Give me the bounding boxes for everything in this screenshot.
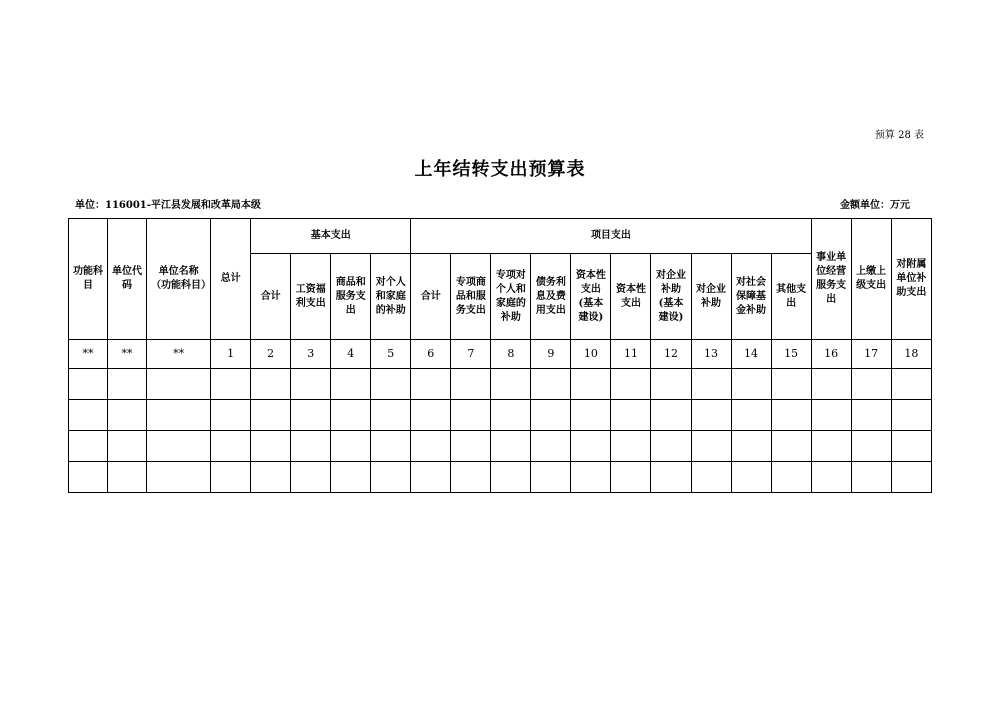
table-cell bbox=[691, 462, 731, 493]
table-cell bbox=[771, 400, 811, 431]
table-cell bbox=[371, 462, 411, 493]
table-cell bbox=[69, 431, 108, 462]
table-cell bbox=[211, 369, 251, 400]
table-cell bbox=[69, 400, 108, 431]
table-cell bbox=[371, 431, 411, 462]
table-cell bbox=[411, 431, 451, 462]
table-cell bbox=[571, 462, 611, 493]
index-cell: 11 bbox=[611, 340, 651, 369]
table-cell bbox=[531, 462, 571, 493]
index-row bbox=[69, 340, 932, 369]
index-cell: 17 bbox=[851, 340, 891, 369]
table-cell bbox=[851, 462, 891, 493]
index-cell: 7 bbox=[451, 340, 491, 369]
table-cell bbox=[211, 462, 251, 493]
table-cell bbox=[571, 431, 611, 462]
table-cell bbox=[451, 369, 491, 400]
table-cell bbox=[291, 400, 331, 431]
table-cell bbox=[108, 431, 147, 462]
header-remit-expense: 上缴上级支出 bbox=[851, 219, 891, 340]
table-cell bbox=[411, 400, 451, 431]
budget-table bbox=[68, 218, 932, 493]
table-cell bbox=[251, 431, 291, 462]
index-cell: ** bbox=[147, 340, 211, 369]
table-cell bbox=[891, 462, 931, 493]
table-cell bbox=[691, 431, 731, 462]
table-cell bbox=[291, 431, 331, 462]
table-cell bbox=[851, 431, 891, 462]
table-cell bbox=[491, 369, 531, 400]
index-cell: 18 bbox=[891, 340, 931, 369]
table-cell bbox=[851, 369, 891, 400]
table-cell bbox=[771, 431, 811, 462]
header-project-capital: 资本性支出 bbox=[611, 254, 651, 340]
unit-label: 单位：116001-平江县发展和改革局本级 bbox=[75, 200, 261, 211]
table-cell bbox=[491, 431, 531, 462]
table-cell bbox=[331, 462, 371, 493]
table-cell bbox=[147, 369, 211, 400]
table-cell bbox=[771, 462, 811, 493]
empty-rows bbox=[69, 369, 932, 493]
table-cell bbox=[891, 400, 931, 431]
index-cell: 2 bbox=[251, 340, 291, 369]
index-cell: 8 bbox=[491, 340, 531, 369]
table-cell bbox=[411, 369, 451, 400]
header-basic-personal: 对个人和家庭的补助 bbox=[371, 254, 411, 340]
table-cell bbox=[891, 369, 931, 400]
index-cell: 10 bbox=[571, 340, 611, 369]
header-unit-code: 单位代码 bbox=[108, 219, 147, 340]
index-cell: 12 bbox=[651, 340, 691, 369]
table-cell bbox=[531, 431, 571, 462]
table-cell bbox=[491, 400, 531, 431]
table-cell bbox=[69, 462, 108, 493]
table-cell bbox=[371, 400, 411, 431]
table-cell bbox=[731, 462, 771, 493]
index-cell: 14 bbox=[731, 340, 771, 369]
header-project-personal: 专项对个人和家庭的补助 bbox=[491, 254, 531, 340]
index-cell: 13 bbox=[691, 340, 731, 369]
table-cell bbox=[571, 400, 611, 431]
table-cell bbox=[451, 431, 491, 462]
table-cell bbox=[411, 462, 451, 493]
table-cell bbox=[571, 369, 611, 400]
index-cell: 9 bbox=[531, 340, 571, 369]
index-cell: 5 bbox=[371, 340, 411, 369]
index-cell: 16 bbox=[811, 340, 851, 369]
index-cell: 3 bbox=[291, 340, 331, 369]
index-cell: 6 bbox=[411, 340, 451, 369]
index-cell: ** bbox=[108, 340, 147, 369]
header-project-enterprise-construction: 对企业补助(基本建设) bbox=[651, 254, 691, 340]
table-cell bbox=[611, 369, 651, 400]
header-func-subject: 功能科目 bbox=[69, 219, 108, 340]
table-cell bbox=[147, 431, 211, 462]
header-project-enterprise: 对企业补助 bbox=[691, 254, 731, 340]
header-subsidy-expense: 对附属单位补助支出 bbox=[891, 219, 931, 340]
table-cell bbox=[731, 400, 771, 431]
table-cell bbox=[651, 369, 691, 400]
table-cell bbox=[147, 462, 211, 493]
table-cell bbox=[811, 400, 851, 431]
table-cell bbox=[211, 431, 251, 462]
table-cell bbox=[851, 400, 891, 431]
table-row bbox=[69, 462, 932, 493]
table-cell bbox=[291, 369, 331, 400]
header-project-goods: 专项商品和服务支出 bbox=[451, 254, 491, 340]
table-cell bbox=[811, 431, 851, 462]
table-cell bbox=[811, 369, 851, 400]
table-row bbox=[69, 431, 932, 462]
table-cell bbox=[491, 462, 531, 493]
header-row-1 bbox=[69, 219, 932, 254]
table-cell bbox=[611, 431, 651, 462]
table-cell bbox=[731, 369, 771, 400]
header-project-social-fund: 对社会保障基金补助 bbox=[731, 254, 771, 340]
table-cell bbox=[331, 431, 371, 462]
amount-unit-label: 金额单位：万元 bbox=[840, 200, 910, 211]
header-basic-goods: 商品和服务支出 bbox=[331, 254, 371, 340]
page-title: 上年结转支出预算表 bbox=[414, 159, 586, 180]
header-project-debt: 债务利息及费用支出 bbox=[531, 254, 571, 340]
table-cell bbox=[108, 400, 147, 431]
header-group-project: 项目支出 bbox=[411, 219, 811, 254]
header-basic-wages: 工资福利支出 bbox=[291, 254, 331, 340]
table-row bbox=[69, 400, 932, 431]
table-cell bbox=[69, 369, 108, 400]
table-cell bbox=[108, 462, 147, 493]
table-cell bbox=[147, 400, 211, 431]
table-cell bbox=[251, 369, 291, 400]
table-cell bbox=[251, 462, 291, 493]
table-cell bbox=[211, 400, 251, 431]
table-cell bbox=[611, 462, 651, 493]
header-project-other: 其他支出 bbox=[771, 254, 811, 340]
header-enterprise-expense: 事业单位经营服务支出 bbox=[811, 219, 851, 340]
index-cell: 15 bbox=[771, 340, 811, 369]
header-total: 总计 bbox=[211, 219, 251, 340]
table-cell bbox=[811, 462, 851, 493]
table-cell bbox=[651, 462, 691, 493]
index-cell: ** bbox=[69, 340, 108, 369]
table-cell bbox=[731, 431, 771, 462]
table-cell bbox=[531, 400, 571, 431]
table-cell bbox=[108, 369, 147, 400]
table-cell bbox=[371, 369, 411, 400]
header-basic-total: 合计 bbox=[251, 254, 291, 340]
header-project-total: 合计 bbox=[411, 254, 451, 340]
table-cell bbox=[891, 431, 931, 462]
table-cell bbox=[651, 431, 691, 462]
table-cell bbox=[651, 400, 691, 431]
table-cell bbox=[611, 400, 651, 431]
table-cell bbox=[691, 369, 731, 400]
table-cell bbox=[331, 400, 371, 431]
form-number: 预算 28 表 bbox=[874, 130, 924, 141]
header-group-basic: 基本支出 bbox=[251, 219, 411, 254]
table-cell bbox=[291, 462, 331, 493]
index-cell: 1 bbox=[211, 340, 251, 369]
table-cell bbox=[331, 369, 371, 400]
index-cell: 4 bbox=[331, 340, 371, 369]
table-row bbox=[69, 369, 932, 400]
table-cell bbox=[451, 462, 491, 493]
table-cell bbox=[531, 369, 571, 400]
table-cell bbox=[451, 400, 491, 431]
table-cell bbox=[251, 400, 291, 431]
table-cell bbox=[691, 400, 731, 431]
header-project-capital-construction: 资本性支出(基本建设) bbox=[571, 254, 611, 340]
table-cell bbox=[771, 369, 811, 400]
header-unit-name: 单位名称（功能科目） bbox=[147, 219, 211, 340]
